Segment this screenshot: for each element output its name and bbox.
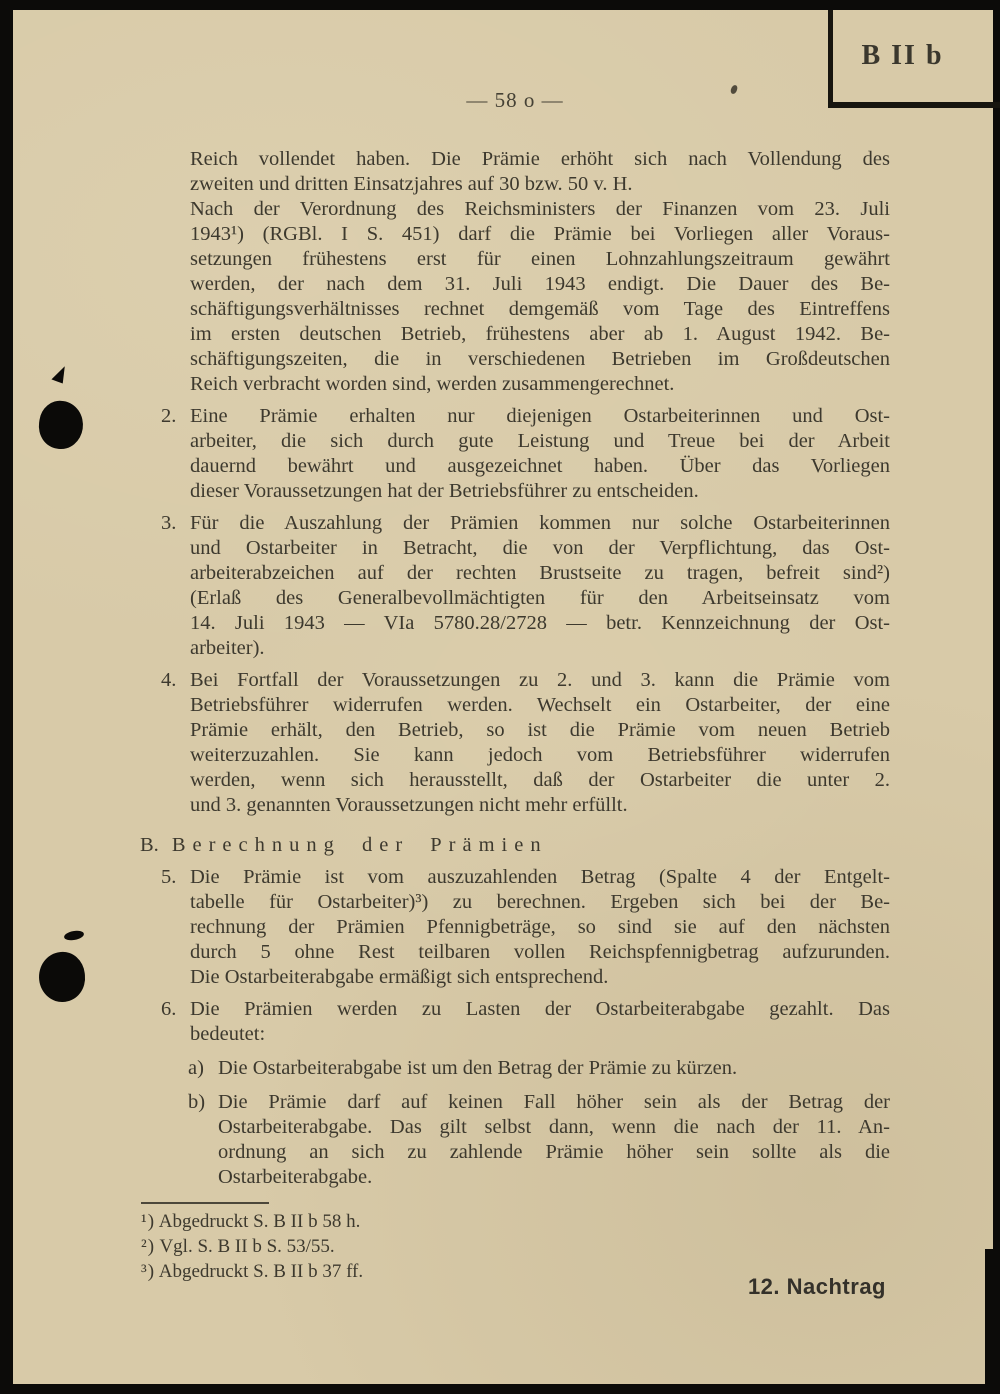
text-line: Ostarbeiterabgabe. Das gilt selbst dann, wenn die nach der 11. An- bbox=[218, 1116, 890, 1138]
footnotes bbox=[141, 1209, 363, 1284]
supplement-label: 12. Nachtrag bbox=[747, 1274, 886, 1299]
text-line: Reich verbracht worden sind, werden zusammengerechnet. bbox=[190, 373, 675, 395]
text-line: werden, wenn sich herausstellt, daß der Ostarbeiter die unter 2. bbox=[190, 769, 890, 791]
text-line: Bei Fortfall der Voraussetzungen zu 2. und 3. kann die Prämie vom bbox=[190, 669, 890, 691]
item-marker: 5. bbox=[161, 866, 177, 888]
text-line: 14. Juli 1943 — VIa 5780.28/2728 — betr. Kennzeichnung der Ost- bbox=[190, 612, 890, 634]
item-6 bbox=[140, 997, 890, 1047]
footnote-text: Abgedruckt S. B II b 58 h. bbox=[155, 1211, 361, 1232]
item-6a bbox=[140, 1056, 890, 1081]
text-line: schäftigungszeiten, die in verschiedenen Betrieben im Großdeutschen bbox=[190, 348, 890, 370]
text-line: Eine Prämie erhalten nur diejenigen Ostarbeiterinnen und Ost- bbox=[190, 405, 890, 427]
item-2 bbox=[140, 404, 890, 504]
text-line: dauernd bewährt und ausgezeichnet haben. Über das Vorliegen bbox=[190, 455, 890, 477]
text-line: im ersten deutschen Betrieb, frühestens aber ab 1. August 1942. Be- bbox=[190, 323, 890, 345]
text-line: schäftigungsverhältnisses rechnet demgemäß vom Tage des Eintreffens bbox=[190, 298, 890, 320]
ink-triangle-mark bbox=[51, 363, 68, 383]
footnote-divider bbox=[141, 1202, 269, 1204]
text-line: zweiten und dritten Einsatzjahres auf 30 bzw. 50 v. H. bbox=[190, 173, 633, 195]
text-line: und Ostarbeiter in Betracht, die von der Verpflichtung, das Ost- bbox=[190, 537, 890, 559]
scan-edge-bottom bbox=[0, 1384, 1000, 1394]
document-body bbox=[140, 147, 890, 1190]
text-line: weiterzuzahlen. Sie kann jedoch vom Betriebsführer widerrufen bbox=[190, 744, 890, 766]
item-5 bbox=[140, 865, 890, 990]
item-marker: 3. bbox=[161, 512, 177, 534]
text-line: werden, der nach dem 31. Juli 1943 endigt. Die Dauer des Be- bbox=[190, 273, 890, 295]
section-b-heading bbox=[140, 833, 890, 858]
text-line: setzungen frühestens erst für einen Lohnzahlungszeitraum gewährt bbox=[190, 248, 890, 270]
text-line: und 3. genannten Voraussetzungen nicht mehr erfüllt. bbox=[190, 794, 628, 816]
item-marker: a) bbox=[188, 1057, 204, 1079]
text-line: arbeiterabzeichen auf der rechten Brustseite zu tragen, befreit sind²) bbox=[190, 562, 890, 584]
paragraph-regulation bbox=[140, 197, 890, 397]
text-line: 1943¹) (RGBl. I S. 451) darf die Prämie bei Vorliegen aller Voraus- bbox=[190, 223, 890, 245]
footnote bbox=[141, 1234, 363, 1259]
text-line: Prämie erhält, den Betrieb, so ist die Prämie vom neuen Betrieb bbox=[190, 719, 890, 741]
text-line: durch 5 ohne Rest teilbaren vollen Reichspfennigbetrag aufzurunden. bbox=[190, 941, 890, 963]
footnote-text: Vgl. S. B II b S. 53/55. bbox=[155, 1236, 335, 1257]
scan-edge-left bbox=[0, 0, 13, 1394]
text-line: Ostarbeiterabgabe. bbox=[218, 1166, 373, 1188]
scan-edge-right-corner bbox=[985, 1249, 1000, 1394]
section-tab-label: B II b bbox=[861, 40, 944, 71]
footnote bbox=[141, 1209, 363, 1234]
text-line: ordnung an sich zu zahlende Prämie höher sein sollte als die bbox=[218, 1141, 890, 1163]
text-line: (Erlaß des Generalbevollmächtigten für den Arbeitseinsatz vom bbox=[190, 587, 890, 609]
text-line: bedeutet: bbox=[190, 1023, 266, 1045]
text-line: Nach der Verordnung des Reichsministers der Finanzen vom 23. Juli bbox=[190, 198, 890, 220]
paragraph-continuation bbox=[140, 147, 890, 197]
footnote bbox=[141, 1259, 363, 1284]
footnote-marker: ¹) bbox=[141, 1211, 156, 1232]
scan-edge-right bbox=[993, 0, 1000, 1394]
section-prefix: B. bbox=[140, 834, 159, 856]
text-line: Für die Auszahlung der Prämien kommen nur solche Ostarbeiterinnen bbox=[190, 512, 890, 534]
item-marker: 6. bbox=[161, 998, 177, 1020]
footnote-marker: ²) bbox=[141, 1236, 156, 1257]
text-line: arbeiter). bbox=[190, 637, 265, 659]
text-line: dieser Voraussetzungen hat der Betriebsführer zu entscheiden. bbox=[190, 480, 699, 502]
text-line: Reich vollendet haben. Die Prämie erhöht sich nach Vollendung des bbox=[190, 148, 890, 170]
text-line: Betriebsführer widerrufen werden. Wechselt ein Ostarbeiter, der eine bbox=[190, 694, 890, 716]
punch-hole-bottom bbox=[37, 950, 88, 1005]
section-label: Berechnung der Prämien bbox=[171, 834, 548, 856]
text-line: Die Prämie ist vom auszuzahlenden Betrag (Spalte 4 der Entgelt- bbox=[190, 866, 890, 888]
text-line: Die Prämie darf auf keinen Fall höher sein als der Betrag der bbox=[218, 1091, 890, 1113]
punch-hole-top bbox=[36, 398, 86, 452]
item-marker: 4. bbox=[161, 669, 177, 691]
footnote-text: Abgedruckt S. B II b 37 ff. bbox=[155, 1261, 364, 1282]
item-marker: 2. bbox=[161, 405, 177, 427]
text-line: Die Ostarbeiterabgabe ist um den Betrag der Prämie zu kürzen. bbox=[218, 1057, 738, 1079]
text-line: tabelle für Ostarbeiter)³) zu berechnen. Ergeben sich bei der Be- bbox=[190, 891, 890, 913]
footnote-marker: ³) bbox=[141, 1261, 156, 1282]
page-number: — 58 o — bbox=[466, 88, 564, 112]
scan-edge-top bbox=[0, 0, 1000, 10]
ink-smudge bbox=[63, 929, 84, 941]
item-3 bbox=[140, 511, 890, 661]
text-line: rechnung der Prämien Pfennigbeträge, so sind sie auf den nächsten bbox=[190, 916, 890, 938]
text-line: arbeiter, die sich durch gute Leistung und Treue bei der Arbeit bbox=[190, 430, 890, 452]
item-4 bbox=[140, 668, 890, 818]
item-marker: b) bbox=[188, 1091, 206, 1113]
item-6b bbox=[140, 1090, 890, 1190]
text-line: Die Prämien werden zu Lasten der Ostarbeiterabgabe gezahlt. Das bbox=[190, 998, 890, 1020]
text-line: Die Ostarbeiterabgabe ermäßigt sich entsprechend. bbox=[190, 966, 609, 988]
